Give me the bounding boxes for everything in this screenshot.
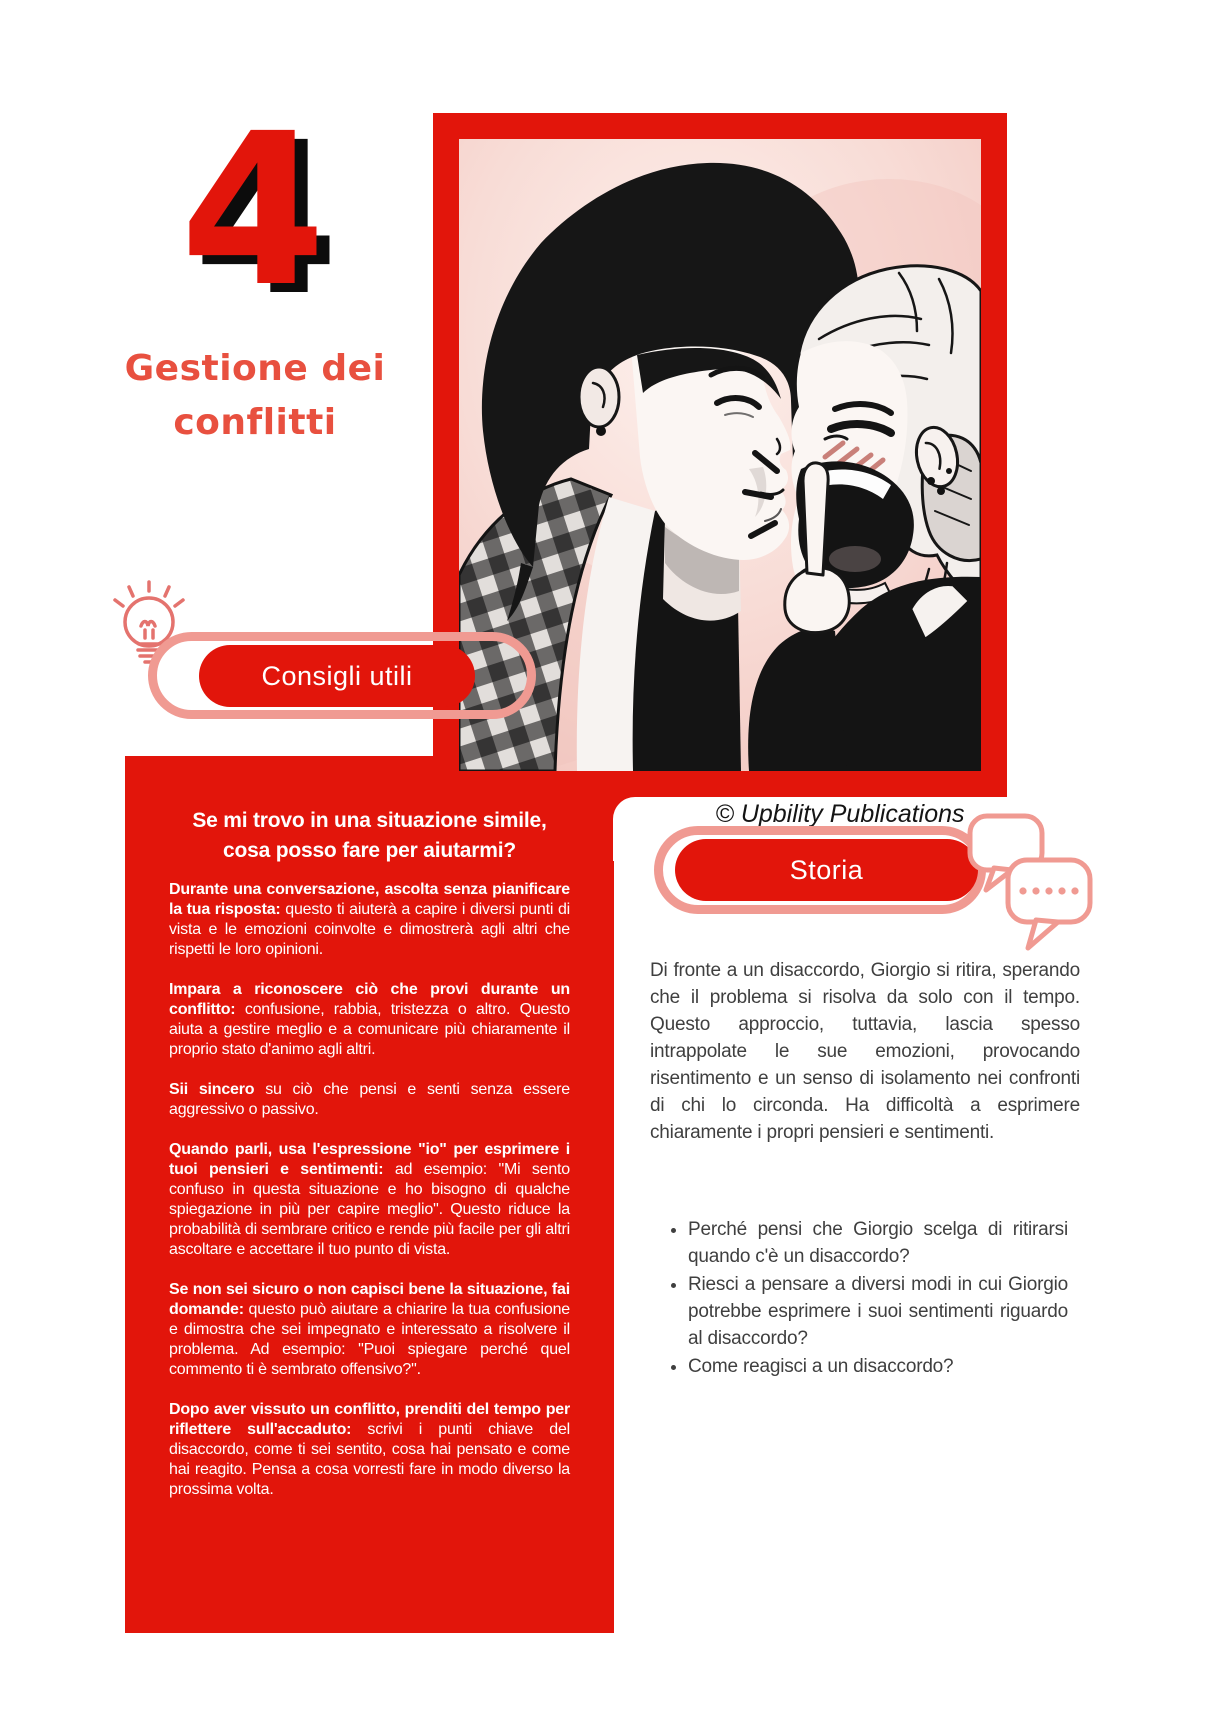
story-question: [688, 1216, 1068, 1270]
page-title: [100, 342, 410, 450]
tip-item: [169, 1280, 570, 1380]
tip-lead: Quando parli, usa l'espressione "io" per esprimere i tuoi pensieri e sentimenti:: [169, 1141, 570, 1178]
story-paragraph: Di fronte a un disaccordo, Giorgio si ritira, sperando che il problema si risolva da solo con il tempo. Questo approccio, tuttavia, lascia spesso intrappolate le sue emozioni, provocando risentimento e un senso di isolamento nei confronti di chi lo circonda. Ha difficoltà a esprimere chiaramente i propri pensieri e sentimenti.: [650, 960, 1080, 1143]
page-title-line1: Gestione dei: [124, 348, 386, 389]
tip-lead: Durante una conversazione, ascolta senza pianificare la tua risposta:: [169, 881, 570, 918]
tip-item: [169, 1080, 570, 1120]
tip-lead: Se non sei sicuro o non capisci bene la situazione, fai domande:: [169, 1281, 570, 1318]
page-title-line2: conflitti: [173, 402, 337, 443]
tip-lead: Sii sincero: [169, 1081, 255, 1098]
tip-text: su ciò che pensi e senti senza essere aggressivo o passivo.: [169, 1081, 570, 1118]
tip-item: [169, 1140, 570, 1260]
story-questions-list: [648, 1216, 1068, 1381]
tips-panel: [125, 756, 614, 1633]
tip-text: questo ti aiuterà a capire i diversi punti di vista e le emozioni coinvolte e dimostrerà agli altri che rispetti le loro opinioni.: [169, 901, 570, 958]
story-question-text: Come reagisci a un disaccordo?: [688, 1356, 954, 1377]
tips-heading: Se mi trovo in una situazione simile, cosa posso fare per aiutarmi?: [192, 809, 547, 862]
tips-button[interactable]: Consigli utili: [199, 645, 475, 707]
tip-text: questo può aiutare a chiarire la tua confusione e dimostra che sei impegnato e interessato a risolvere il problema. Ad esempio: "Puoi spiegare perché quel commento ti è sembrato offensivo?".: [169, 1301, 570, 1378]
story-question-text: Perché pensi che Giorgio scelga di ritirarsi quando c'è un disaccordo?: [688, 1219, 1068, 1267]
tip-lead: Impara a riconoscere ciò che provi durante un conflitto:: [169, 981, 570, 1018]
tip-item: [169, 1400, 570, 1500]
tip-item: [169, 880, 570, 960]
tip-text: confusione, rabbia, tristezza o altro. Questo aiuta a gestire meglio e a comunicare più chiaramente il proprio stato d'animo agli altri.: [169, 1001, 570, 1058]
chapter-number: 4: [180, 88, 327, 333]
speech-bubbles-icon: [962, 808, 1098, 960]
story-button[interactable]: Storia: [675, 839, 978, 901]
tip-text: scrivi i punti chiave del disaccordo, come ti sei sentito, cosa hai pensato e come hai reagito. Pensa a cosa vorresti fare in modo diverso la prossima volta.: [169, 1421, 570, 1498]
story-question: [688, 1353, 1068, 1380]
tip-lead: Dopo aver vissuto un conflitto, prenditi del tempo per riflettere sull'accaduto:: [169, 1401, 570, 1438]
argument-illustration: [459, 139, 981, 771]
copyright-credit: © Upbility Publications: [715, 800, 965, 828]
story-question: [688, 1271, 1068, 1352]
story-question-text: Riesci a pensare a diversi modi in cui Giorgio potrebbe esprimere i suoi sentimenti riguardo al disaccordo?: [688, 1274, 1068, 1349]
tip-item: [169, 980, 570, 1060]
tip-text: ad esempio: "Mi sento confuso in questa situazione e ho bisogno di qualche spiegazione in più per capire meglio". Questo riduce la probabilità di sembrare critico e rende più facile per gli altri ascoltare e accettare il tuo punto di vista.: [169, 1161, 571, 1258]
